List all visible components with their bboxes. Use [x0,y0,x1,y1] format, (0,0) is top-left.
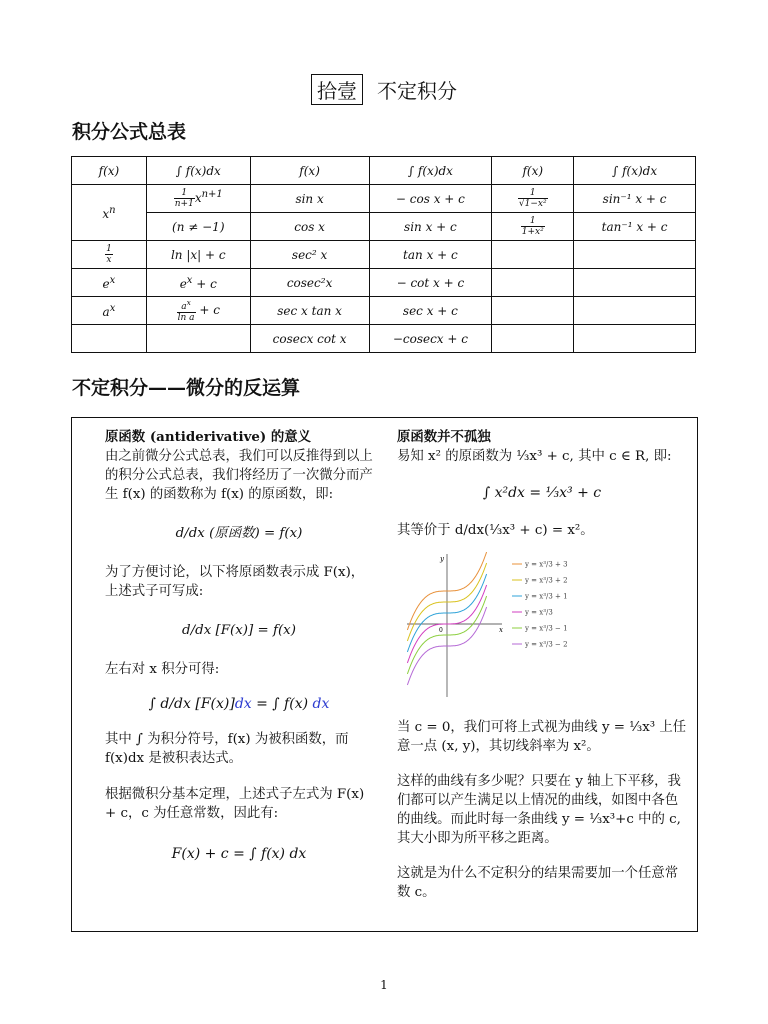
chapter-number: 拾壹 [311,74,363,105]
table-row [72,213,696,241]
table-cell: cosec²x [250,269,369,297]
origin-label: 0 [439,627,443,634]
reciprocal-function-cell: $\frac{1}{x}$ [72,241,147,269]
table-row [72,325,696,353]
table-cell: sin x [250,185,369,213]
right-column [397,428,687,902]
table-cell: ln |x| + c [146,241,250,269]
table-cell [492,241,574,269]
table-row [72,269,696,297]
arcsin-function-cell: $\frac{1}{\text{√1−x²}}$ [492,185,574,213]
table-cell: sin⁻¹ x + c [574,185,696,213]
not-alone-heading: 原函数并不孤独 [397,429,491,445]
translation-paragraph: 这样的曲线有多少呢？只要在 y 轴上下平移，我们都可以产生满足以上情况的曲线，如图中各色的曲线。而此时每一条曲线 y = ⅓x³+c 中的 c,其大小即为所平移之距离。 [397,774,681,846]
x-axis-label: x [499,626,503,634]
conclusion-paragraph: 这就是为什么不定积分的结果需要加一个任意常数 c。 [397,866,679,900]
y-axis-label: y [440,555,444,563]
header-cell: f(x) [250,157,369,185]
header-cell: ∫ f(x)dx [146,157,250,185]
power-integral-cell: $\frac{1}{n+1}$ $x^{n+1}$ [146,185,250,213]
table-cell: tan⁻¹ x + c [574,213,696,241]
table-cell [492,297,574,325]
exp-function-cell: $e^x$ [72,269,147,297]
table-row [72,241,696,269]
table-cell: − cos x + c [369,185,492,213]
legend-label: y = x³/3 + 3 [525,560,568,569]
table-cell: sin x + c [369,213,492,241]
table-header-row [72,157,696,185]
table-cell [574,297,696,325]
chapter-name: 不定积分 [377,79,457,103]
antiderivative-paragraph: 由之前微分公式总表，我们可以反推得到以上的积分公式总表，我们将经历了一次微分而产生 f(x) 的函数称为 f(x) 的原函数，即: [105,449,373,502]
ax-integral-cell: $\frac{a^x}{\text{ln a}}$ + c [146,297,250,325]
header-cell: ∫ f(x)dx [574,157,696,185]
header-cell: f(x) [72,157,147,185]
legend-label: y = x³/3 + 1 [525,592,568,601]
table-cell [146,325,250,353]
equation-definition: d/dx (原函数) = f(x) [175,526,303,541]
section-heading-formula-table: 积分公式总表 [72,121,187,143]
equation-general-solution: F(x) + c = ∫ f(x) dx [171,846,307,862]
tangent-paragraph: 当 c = 0，我们可将上式视为曲线 y = ⅓x³ 上任意一点 (x, y)，其切线斜率为 x²。 [397,720,687,754]
page-number: 1 [380,978,388,992]
table-cell: −cosecx + c [369,325,492,353]
table-cell [574,269,696,297]
explanation-box [71,417,698,932]
power-function-cell: $x^n$ [72,185,147,241]
section-heading-antiderivative: 不定积分——微分的反运算 [72,377,301,399]
table-cell [492,325,574,353]
legend-label: y = x³/3 [525,608,553,617]
integral-formula-table [71,156,696,353]
table-cell [574,325,696,353]
left-column [105,428,373,864]
exp-integral-cell: $e^x + c$ [146,269,250,297]
example-paragraph: 易知 x² 的原函数为 ⅓x³ + c, 其中 c ∈ R, 即: [397,449,672,464]
table-cell: sec x tan x [250,297,369,325]
power-condition-cell: (n ≠ −1) [146,213,250,241]
arctan-function-cell: $\frac{1}{\text{1+x²}}$ [492,213,574,241]
legend-label: y = x³/3 + 2 [525,576,568,585]
table-cell [72,325,147,353]
cubic-curves-graph [407,552,587,702]
table-cell: cos x [250,213,369,241]
integrate-paragraph: 左右对 x 积分可得: [105,662,220,677]
equation-F: d/dx [F(x)] = f(x) [182,623,296,638]
chapter-title [0,74,768,105]
table-cell [574,241,696,269]
table-row [72,185,696,213]
fundamental-theorem-paragraph: 根据微积分基本定理，上述式子左式为 F(x) + c，c 为任意常数，因此有: [105,787,365,821]
table-row [72,297,696,325]
table-cell: sec x + c [369,297,492,325]
antiderivative-heading: 原函数 (antiderivative) 的意义 [105,429,312,445]
table-cell: sec² x [250,241,369,269]
table-cell [492,269,574,297]
header-cell: ∫ f(x)dx [369,157,492,185]
table-cell: cosecx cot x [250,325,369,353]
ax-function-cell: $a^x$ [72,297,147,325]
integral-symbol-paragraph: 其中 ∫ 为积分符号，f(x) 为被积函数，而 f(x)dx 是被积表达式。 [105,732,349,766]
header-cell: f(x) [492,157,574,185]
notation-paragraph: 为了方便讨论，以下将原函数表示成 F(x)，上述式子可写成: [105,565,365,599]
table-cell: tan x + c [369,241,492,269]
table-cell: − cot x + c [369,269,492,297]
legend-label: y = x³/3 − 1 [525,624,568,633]
equivalent-paragraph: 其等价于 d/dx(⅓x³ + c) = x²。 [397,523,594,538]
equation-x-squared: ∫ x²dx = ⅓x³ + c [482,485,602,501]
legend-label: y = x³/3 − 2 [525,640,568,649]
equation-integral: ∫ d/dx [F(x)]dx = ∫ f(x) dx [148,696,330,712]
